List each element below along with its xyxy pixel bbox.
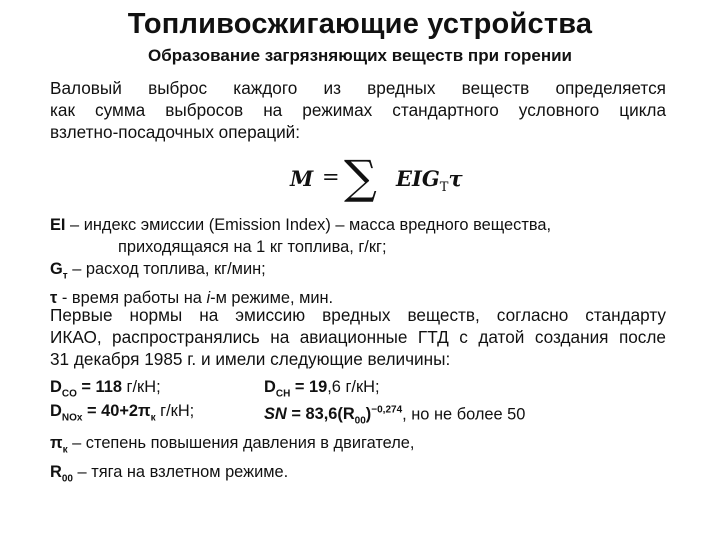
gt-sub: т (62, 270, 68, 282)
dch-sub: CH (275, 388, 291, 400)
dnox-value (50, 400, 194, 429)
sn-exponent: −0,274 (371, 405, 403, 416)
norms-line: Первые нормы на эмиссию вредных веществ, согласно стандарту (50, 305, 666, 325)
definition-ei (50, 214, 670, 236)
tau-text-a: - время работы на (57, 289, 207, 308)
formula-rhs-tau: τ (448, 166, 463, 191)
sn-value (264, 400, 525, 433)
tau-term: τ (50, 289, 58, 308)
pi-sub: к (62, 444, 68, 456)
dnox-pi-sub: к (150, 412, 156, 424)
gt-text: – расход топлива, кг/мин; (67, 260, 266, 278)
norms-line: ИКАО, распространялись на авиационные ГТД с датой создания после (50, 327, 666, 347)
sn-number: = 83,6(R (286, 405, 355, 424)
dco-sub: CO (61, 388, 77, 400)
dco-symbol: D (50, 378, 62, 396)
pi-term: π (50, 434, 63, 452)
dnox-sub: NOx (61, 412, 83, 424)
definition-ei-cont: приходящаяся на 1 кг топлива, г/кг; (118, 238, 387, 256)
emission-formula (282, 152, 502, 204)
dnox-unit: г/кН; (155, 402, 195, 420)
intro-line: как сумма выбросов на режимах стандартного условного цикла (50, 100, 666, 120)
dnox-number: = 40+2π (82, 402, 151, 420)
intro-line: взлетно-посадочных операций: (50, 122, 301, 142)
symbols-legend (50, 432, 414, 491)
definition-gt (50, 258, 670, 287)
r-term: R (50, 463, 62, 482)
dch-symbol: D (264, 378, 276, 396)
dco-number: = 118 (76, 378, 122, 396)
formula-equals: = (322, 165, 340, 189)
dnox-symbol: D (50, 402, 62, 420)
formula-rhs-sub: Т (439, 180, 449, 196)
formula-lhs: M (290, 166, 314, 191)
intro-paragraph (50, 77, 666, 143)
dco-unit: г/кН; (121, 378, 161, 396)
norms-paragraph (50, 304, 666, 370)
slide-title: Топливосжигающие устройства (127, 8, 593, 40)
intro-line: Валовый выброс каждого из вредных веществ определяется (50, 78, 666, 98)
r-definition (50, 461, 414, 490)
ei-text: – индекс эмиссии (Emission Index) – масса вредного вещества, (65, 216, 552, 234)
sum-symbol: ∑ (344, 150, 377, 204)
definitions-block (50, 214, 670, 309)
dch-unit: ,6 г/кН; (327, 378, 380, 396)
sn-label: SN (264, 405, 287, 424)
sn-tail: , но не более 50 (402, 405, 526, 424)
sn-sub: 00 (354, 415, 366, 427)
sn-close: ) (365, 405, 372, 424)
dch-number: = 19 (290, 378, 328, 396)
gt-term: G (50, 260, 63, 278)
formula-rhs (396, 166, 463, 195)
ei-term: EI (50, 216, 66, 234)
tau-text-i: i (206, 289, 211, 308)
formula-rhs-main: EIG (396, 166, 440, 191)
norms-line: 31 декабря 1985 г. и имели следующие величины: (50, 349, 451, 369)
r-text: – тяга на взлетном режиме. (72, 463, 289, 482)
tau-text-b: -м режиме, мин. (210, 289, 334, 308)
pi-definition (50, 432, 414, 461)
slide-subtitle: Образование загрязняющих веществ при горении (147, 46, 572, 65)
r-sub: 00 (61, 473, 73, 485)
pi-text: – степень повышения давления в двигателе, (67, 434, 415, 452)
